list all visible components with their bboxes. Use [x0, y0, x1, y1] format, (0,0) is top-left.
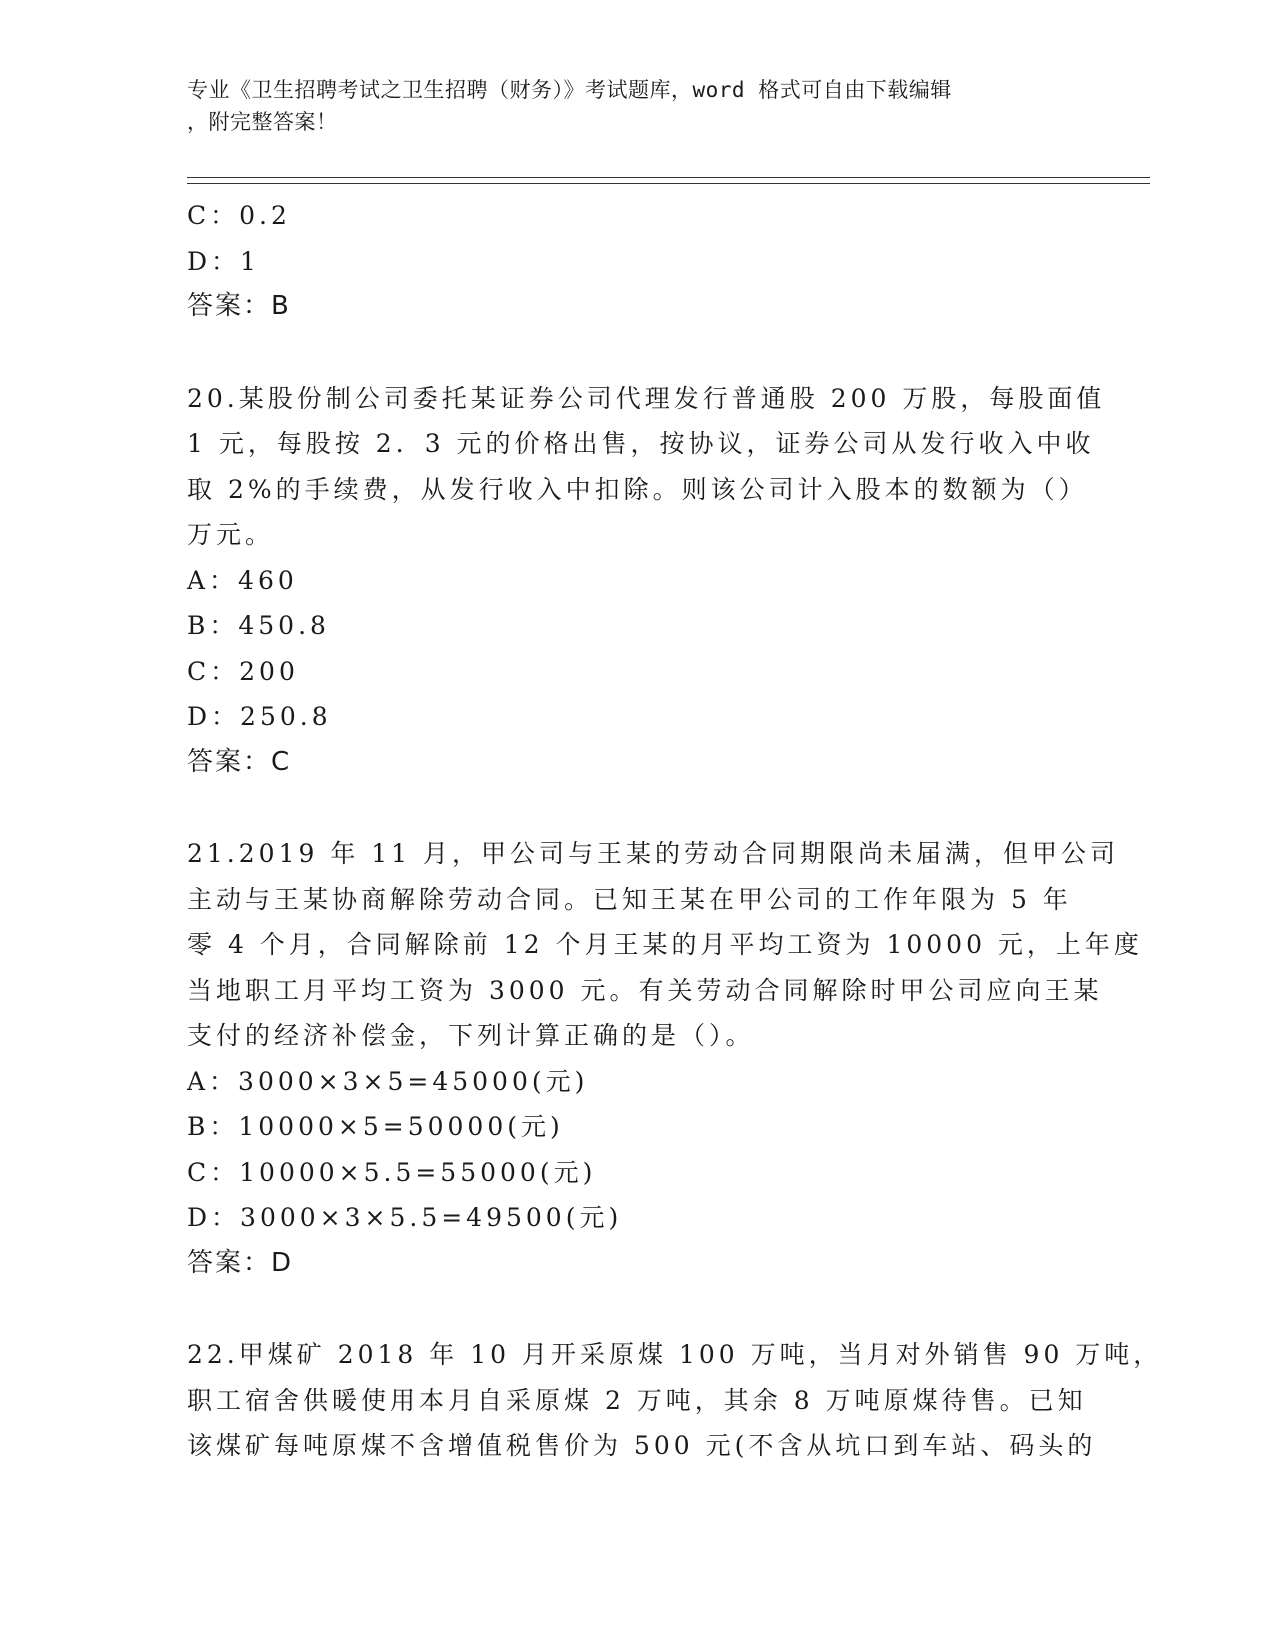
option-a: A：460	[187, 565, 298, 595]
question-stem-line: 取 2%的手续费，从发行收入中扣除。则该公司计入股本的数额为（）	[187, 474, 1088, 504]
question-stem-line: 1 元，每股按 2．3 元的价格出售，按协议，证券公司从发行收入中收	[187, 429, 1095, 458]
answer-line: 答案：D	[187, 1247, 294, 1278]
answer-line: 答案：C	[187, 746, 292, 777]
page-header	[187, 74, 1067, 138]
question-stem-line: 主动与王某协商解除劳动合同。已知王某在甲公司的工作年限为 5 年	[187, 884, 1072, 914]
question-stem-line: 22.甲煤矿 2018 年 10 月开采原煤 100 万吨，当月对外销售 90 万吨，	[187, 1340, 1163, 1369]
option-d: D：250.8	[187, 702, 332, 731]
question-gap	[187, 1286, 1077, 1332]
question-stem-line: 当地职工月平均工资为 3000 元。有关劳动合同解除时甲公司应向王某	[187, 975, 1103, 1005]
question-stem-line: 21.2019 年 11 月，甲公司与王某的劳动合同期限尚未届满，但甲公司	[187, 839, 1120, 868]
question-stem-line: 万元。	[187, 520, 275, 549]
answer-line: 答案：B	[187, 291, 291, 321]
header-line-2: ，附完整答案！	[187, 110, 338, 134]
question-21	[187, 831, 1143, 1286]
question-gap	[187, 785, 1077, 831]
option-c: C：10000×5.5=55000(元)	[187, 1157, 597, 1187]
question-22	[187, 1332, 1163, 1469]
question-content	[187, 193, 1163, 1469]
option-b: B：450.8	[187, 611, 330, 640]
question-stem-line: 职工宿舍供暖使用本月自采原煤 2 万吨，其余 8 万吨原煤待售。已知	[187, 1385, 1087, 1415]
question-20	[187, 376, 1106, 786]
option-a: A：3000×3×5=45000(元)	[187, 1066, 589, 1096]
header-line-1: 专业《卫生招聘考试之卫生招聘（财务）》考试题库，word 格式可自由下载编辑	[187, 78, 952, 102]
header-divider	[187, 177, 1150, 184]
prev-question-block	[187, 193, 1077, 330]
question-gap	[187, 330, 1077, 376]
option-d: D：3000×3×5.5=49500(元)	[187, 1203, 623, 1232]
option-d: D：1	[187, 246, 260, 276]
question-stem-line: 零 4 个月，合同解除前 12 个月王某的月平均工资为 10000 元，上年度	[187, 930, 1143, 959]
question-stem-line: 支付的经济补偿金，下列计算正确的是（）。	[187, 1021, 755, 1050]
question-stem-line: 该煤矿每吨原煤不含增值税售价为 500 元(不含从坑口到车站、码头的	[187, 1431, 1097, 1460]
option-c: C：200	[187, 656, 299, 686]
option-c: C：0.2	[187, 201, 291, 230]
question-stem-line: 20.某股份制公司委托某证券公司代理发行普通股 200 万股，每股面值	[187, 383, 1106, 413]
option-b: B：10000×5=50000(元)	[187, 1112, 564, 1141]
